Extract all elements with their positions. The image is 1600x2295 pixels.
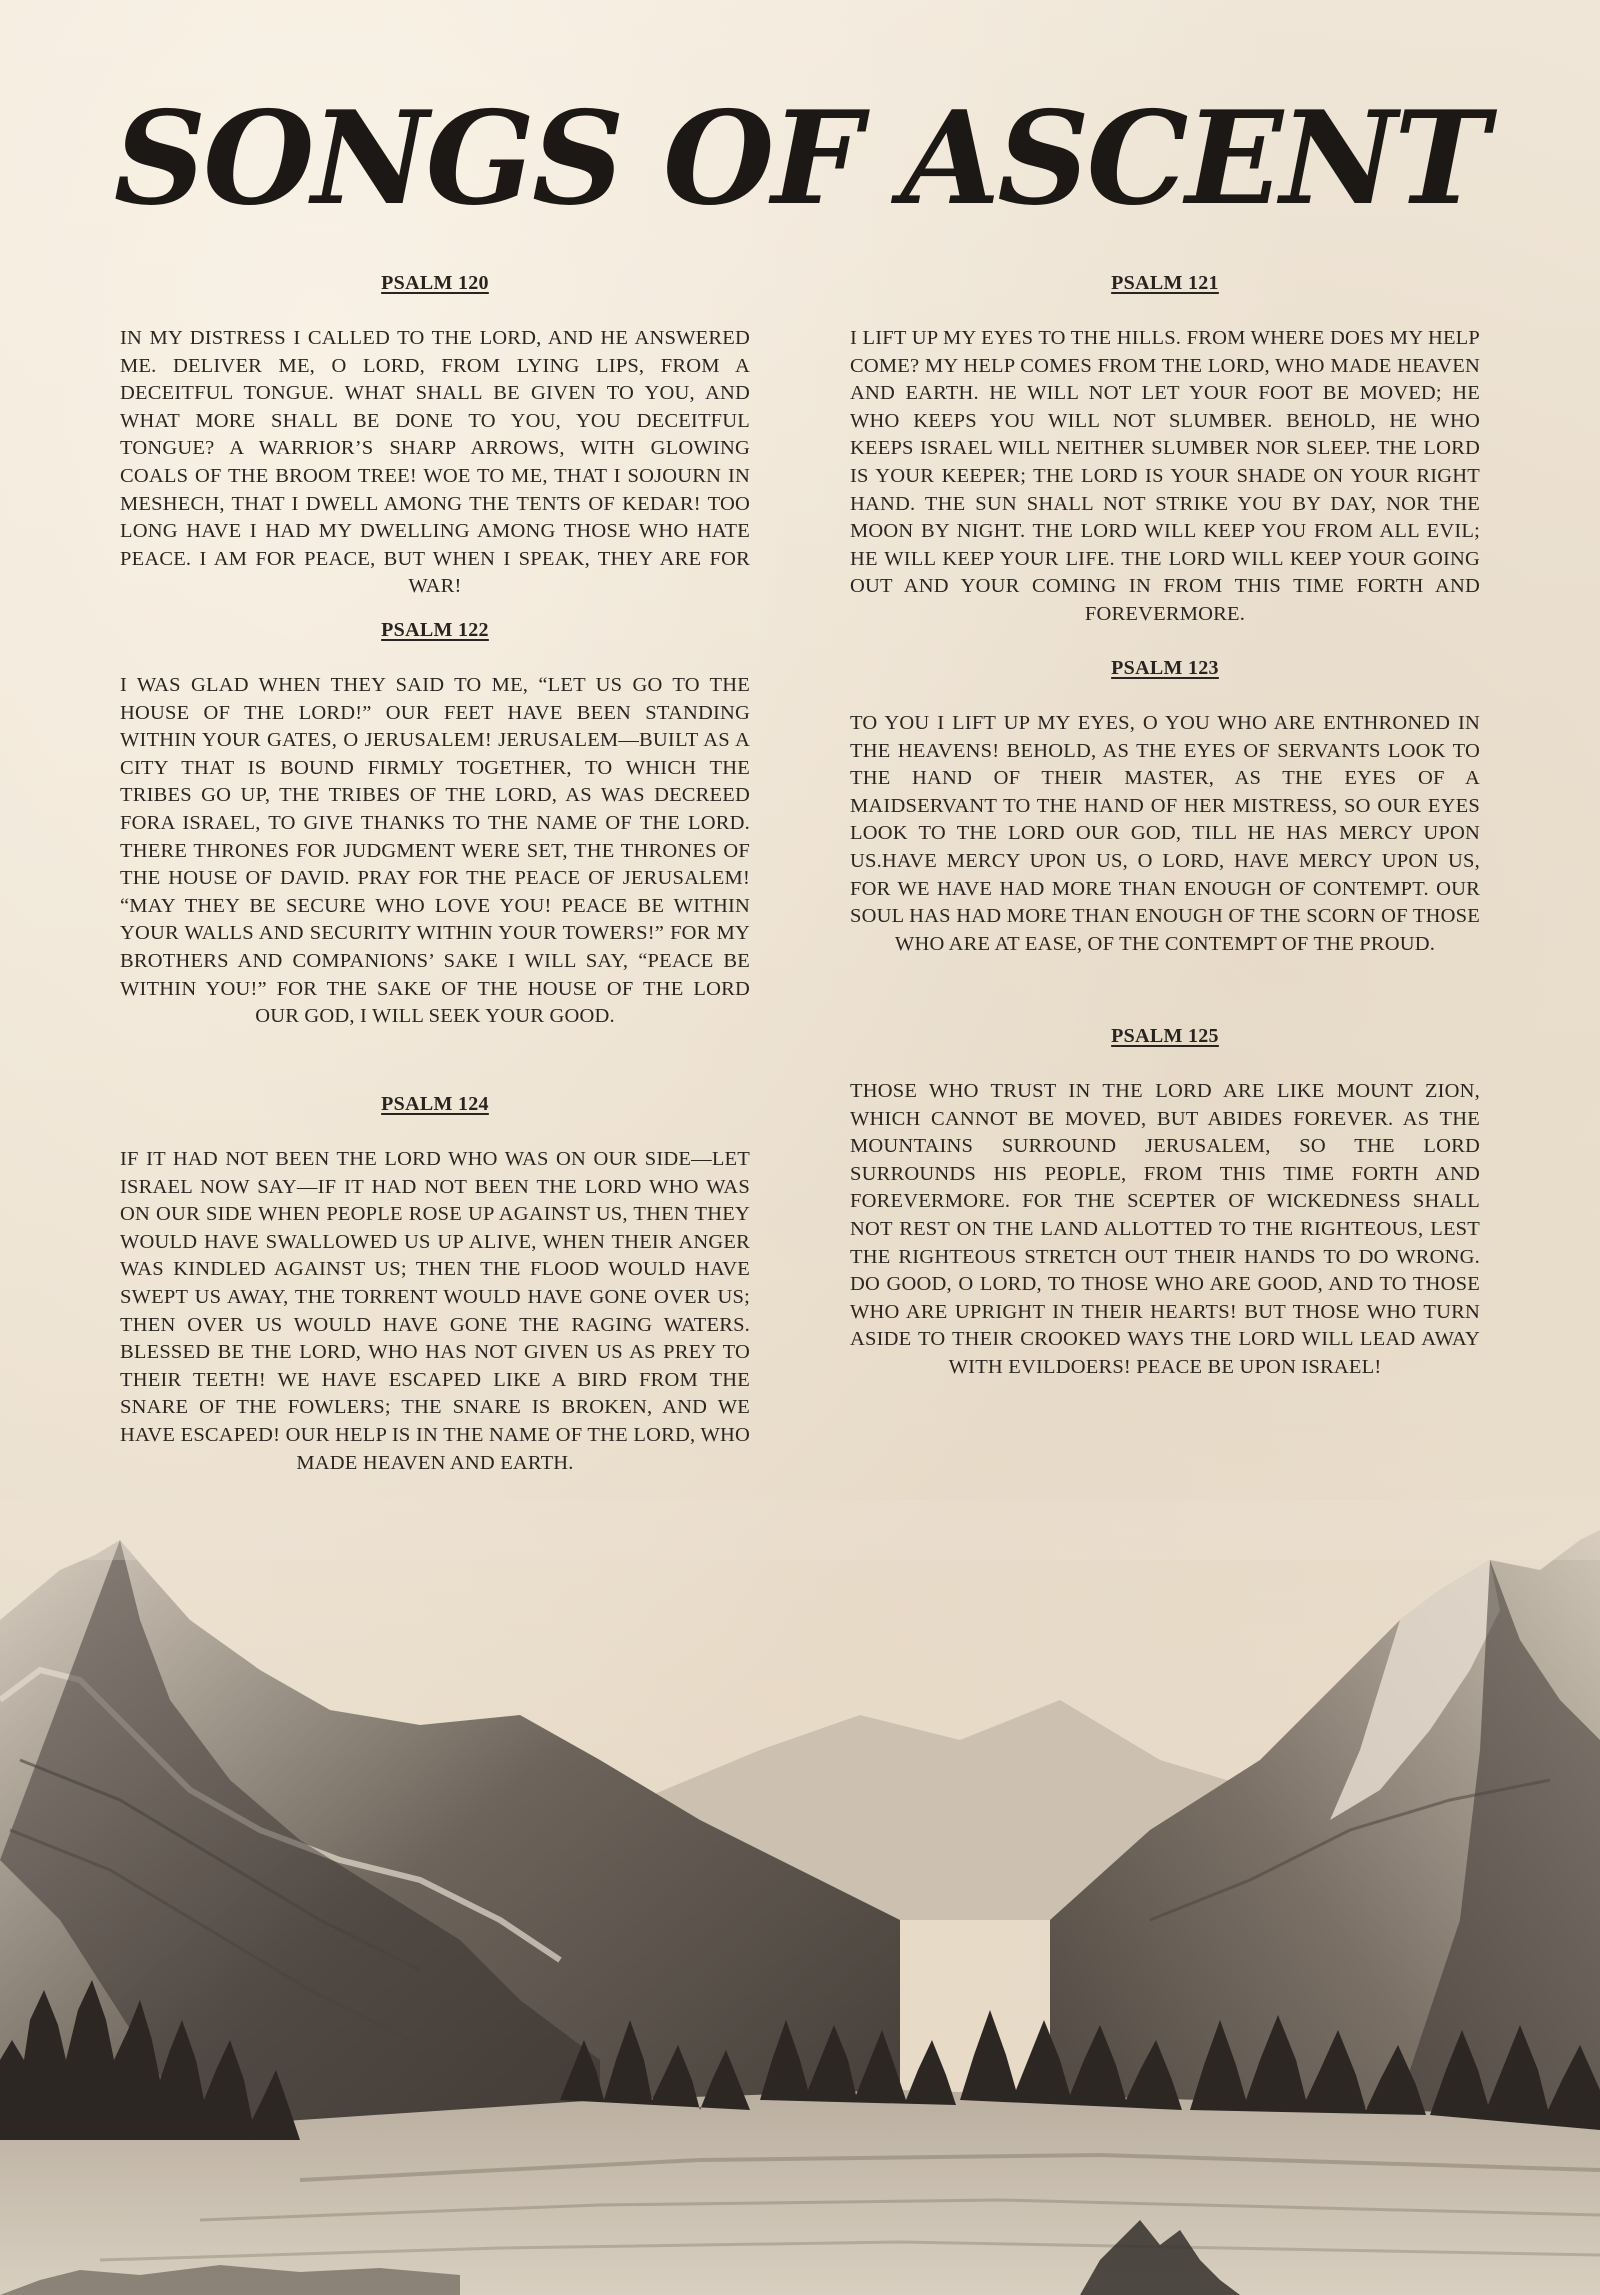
psalm-124-section [120,1093,750,1477]
mountain-landscape-illustration [0,1500,1600,2295]
psalm-124-text: IF IT HAD NOT BEEN THE LORD WHO WAS ON OUR SIDE—LET ISRAEL NOW SAY—IF IT HAD NOT BEEN THE LORD WHO WAS ON OUR SIDE WHEN PEOPLE ROSE UP AGAINST US, THEN THEY WOULD HAVE SWALLOWED US UP ALIVE, WHEN THEIR ANGER WAS KINDLED AGAINST US; THEN THE FLOOD WOULD HAVE SWEPT US AWAY, THE TORRENT WOULD HAVE GONE OVER US; THEN OVER US WOULD HAVE GONE THE RAGING WATERS. BLESSED BE THE LORD, WHO HAS NOT GIVEN US AS PREY TO THEIR TEETH! WE HAVE ESCAPED LIKE A BIRD FROM THE SNARE OF THE FOWLERS; THE SNARE IS BROKEN, AND WE HAVE ESCAPED! OUR HELP IS IN THE NAME OF THE LORD, WHO MADE HEAVEN AND EARTH. [120,1148,750,1474]
psalm-122-heading: PSALM 122 [381,619,489,641]
psalm-121-section [850,272,1480,629]
psalm-123-text: TO YOU I LIFT UP MY EYES, O YOU WHO ARE ENTHRONED IN THE HEAVENS! BEHOLD, AS THE EYES OF SERVANTS LOOK TO THE HAND OF THEIR MASTER, AS THE EYES OF A MAIDSERVANT TO THE HAND OF HER MISTRESS, SO OUR EYES LOOK TO THE LORD OUR GOD, TILL HE HAS MERCY UPON US.HAVE MERCY UPON US, O LORD, HAVE MERCY UPON US, FOR WE HAVE HAD MORE THAN ENOUGH OF CONTEMPT. OUR SOUL HAS HAD MORE THAN ENOUGH OF THE SCORN OF THOSE WHO ARE AT EASE, OF THE CONTEMPT OF THE PROUD. [850,712,1480,955]
psalm-123-heading: PSALM 123 [1111,657,1219,679]
psalm-120-text: IN MY DISTRESS I CALLED TO THE LORD, AND HE ANSWERED ME. DELIVER ME, O LORD, FROM LYING LIPS, FROM A DECEITFUL TONGUE. WHAT SHALL BE GIVEN TO YOU, AND WHAT MORE SHALL BE DONE TO YOU, YOU DECEITFUL TONGUE? A WARRIOR’S SHARP ARROWS, WITH GLOWING COALS OF THE BROOM TREE! WOE TO ME, THAT I SOJOURN IN MESHECH, THAT I DWELL AMONG THE TENTS OF KEDAR! TOO LONG HAVE I HAD MY DWELLING AMONG THOSE WHO HATE PEACE. I AM FOR PEACE, BUT WHEN I SPEAK, THEY ARE FOR WAR! [120,327,750,598]
psalm-120-heading: PSALM 120 [381,272,489,294]
psalm-122-section [120,619,750,1031]
psalm-121-text: I LIFT UP MY EYES TO THE HILLS. FROM WHERE DOES MY HELP COME? MY HELP COMES FROM THE LORD, WHO MADE HEAVEN AND EARTH. HE WILL NOT LET YOUR FOOT BE MOVED; HE WHO KEEPS YOU WILL NOT SLUMBER. BEHOLD, HE WHO KEEPS ISRAEL WILL NEITHER SLUMBER NOR SLEEP. THE LORD IS YOUR KEEPER; THE LORD IS YOUR SHADE ON YOUR RIGHT HAND. THE SUN SHALL NOT STRIKE YOU BY DAY, NOR THE MOON BY NIGHT. THE LORD WILL KEEP YOU FROM ALL EVIL; HE WILL KEEP YOUR LIFE. THE LORD WILL KEEP YOUR GOING OUT AND YOUR COMING IN FROM THIS TIME FORTH AND FOREVERMORE. [850,327,1480,625]
psalm-120-section [120,272,750,601]
psalm-125-section [850,1025,1480,1382]
psalm-123-section [850,657,1480,958]
psalm-125-heading: PSALM 125 [1111,1025,1219,1047]
psalm-121-heading: PSALM 121 [1111,272,1219,294]
psalm-124-heading: PSALM 124 [381,1093,489,1115]
psalm-122-text: I WAS GLAD WHEN THEY SAID TO ME, “LET US GO TO THE HOUSE OF THE LORD!” OUR FEET HAVE BEEN STANDING WITHIN YOUR GATES, O JERUSALEM! JERUSALEM—BUILT AS A CITY THAT IS BOUND FIRMLY TOGETHER, TO WHICH THE TRIBES GO UP, THE TRIBES OF THE LORD, AS WAS DECREED FORA ISRAEL, TO GIVE THANKS TO THE NAME OF THE LORD. THERE THRONES FOR JUDGMENT WERE SET, THE THRONES OF THE HOUSE OF DAVID. PRAY FOR THE PEACE OF JERUSALEM! “MAY THEY BE SECURE WHO LOVE YOU! PEACE BE WITHIN YOUR WALLS AND SECURITY WITHIN YOUR TOWERS!” FOR MY BROTHERS AND COMPANIONS’ SAKE I WILL SAY, “PEACE BE WITHIN YOU!” FOR THE SAKE OF THE HOUSE OF THE LORD OUR GOD, I WILL SEEK YOUR GOOD. [120,674,750,1028]
psalm-125-text: THOSE WHO TRUST IN THE LORD ARE LIKE MOUNT ZION, WHICH CANNOT BE MOVED, BUT ABIDES FOREVER. AS THE MOUNTAINS SURROUND JERUSALEM, SO THE LORD SURROUNDS HIS PEOPLE, FROM THIS TIME FORTH AND FOREVERMORE. FOR THE SCEPTER OF WICKEDNESS SHALL NOT REST ON THE LAND ALLOTTED TO THE RIGHTEOUS, LEST THE RIGHTEOUS STRETCH OUT THEIR HANDS TO DO WRONG. DO GOOD, O LORD, TO THOSE WHO ARE GOOD, AND TO THOSE WHO ARE UPRIGHT IN THEIR HEARTS! BUT THOSE WHO TURN ASIDE TO THEIR CROOKED WAYS THE LORD WILL LEAD AWAY WITH EVILDOERS! PEACE BE UPON ISRAEL! [850,1080,1480,1378]
sky-fade [0,1500,1600,1560]
page-title: SONGS OF ASCENT [113,84,1487,234]
